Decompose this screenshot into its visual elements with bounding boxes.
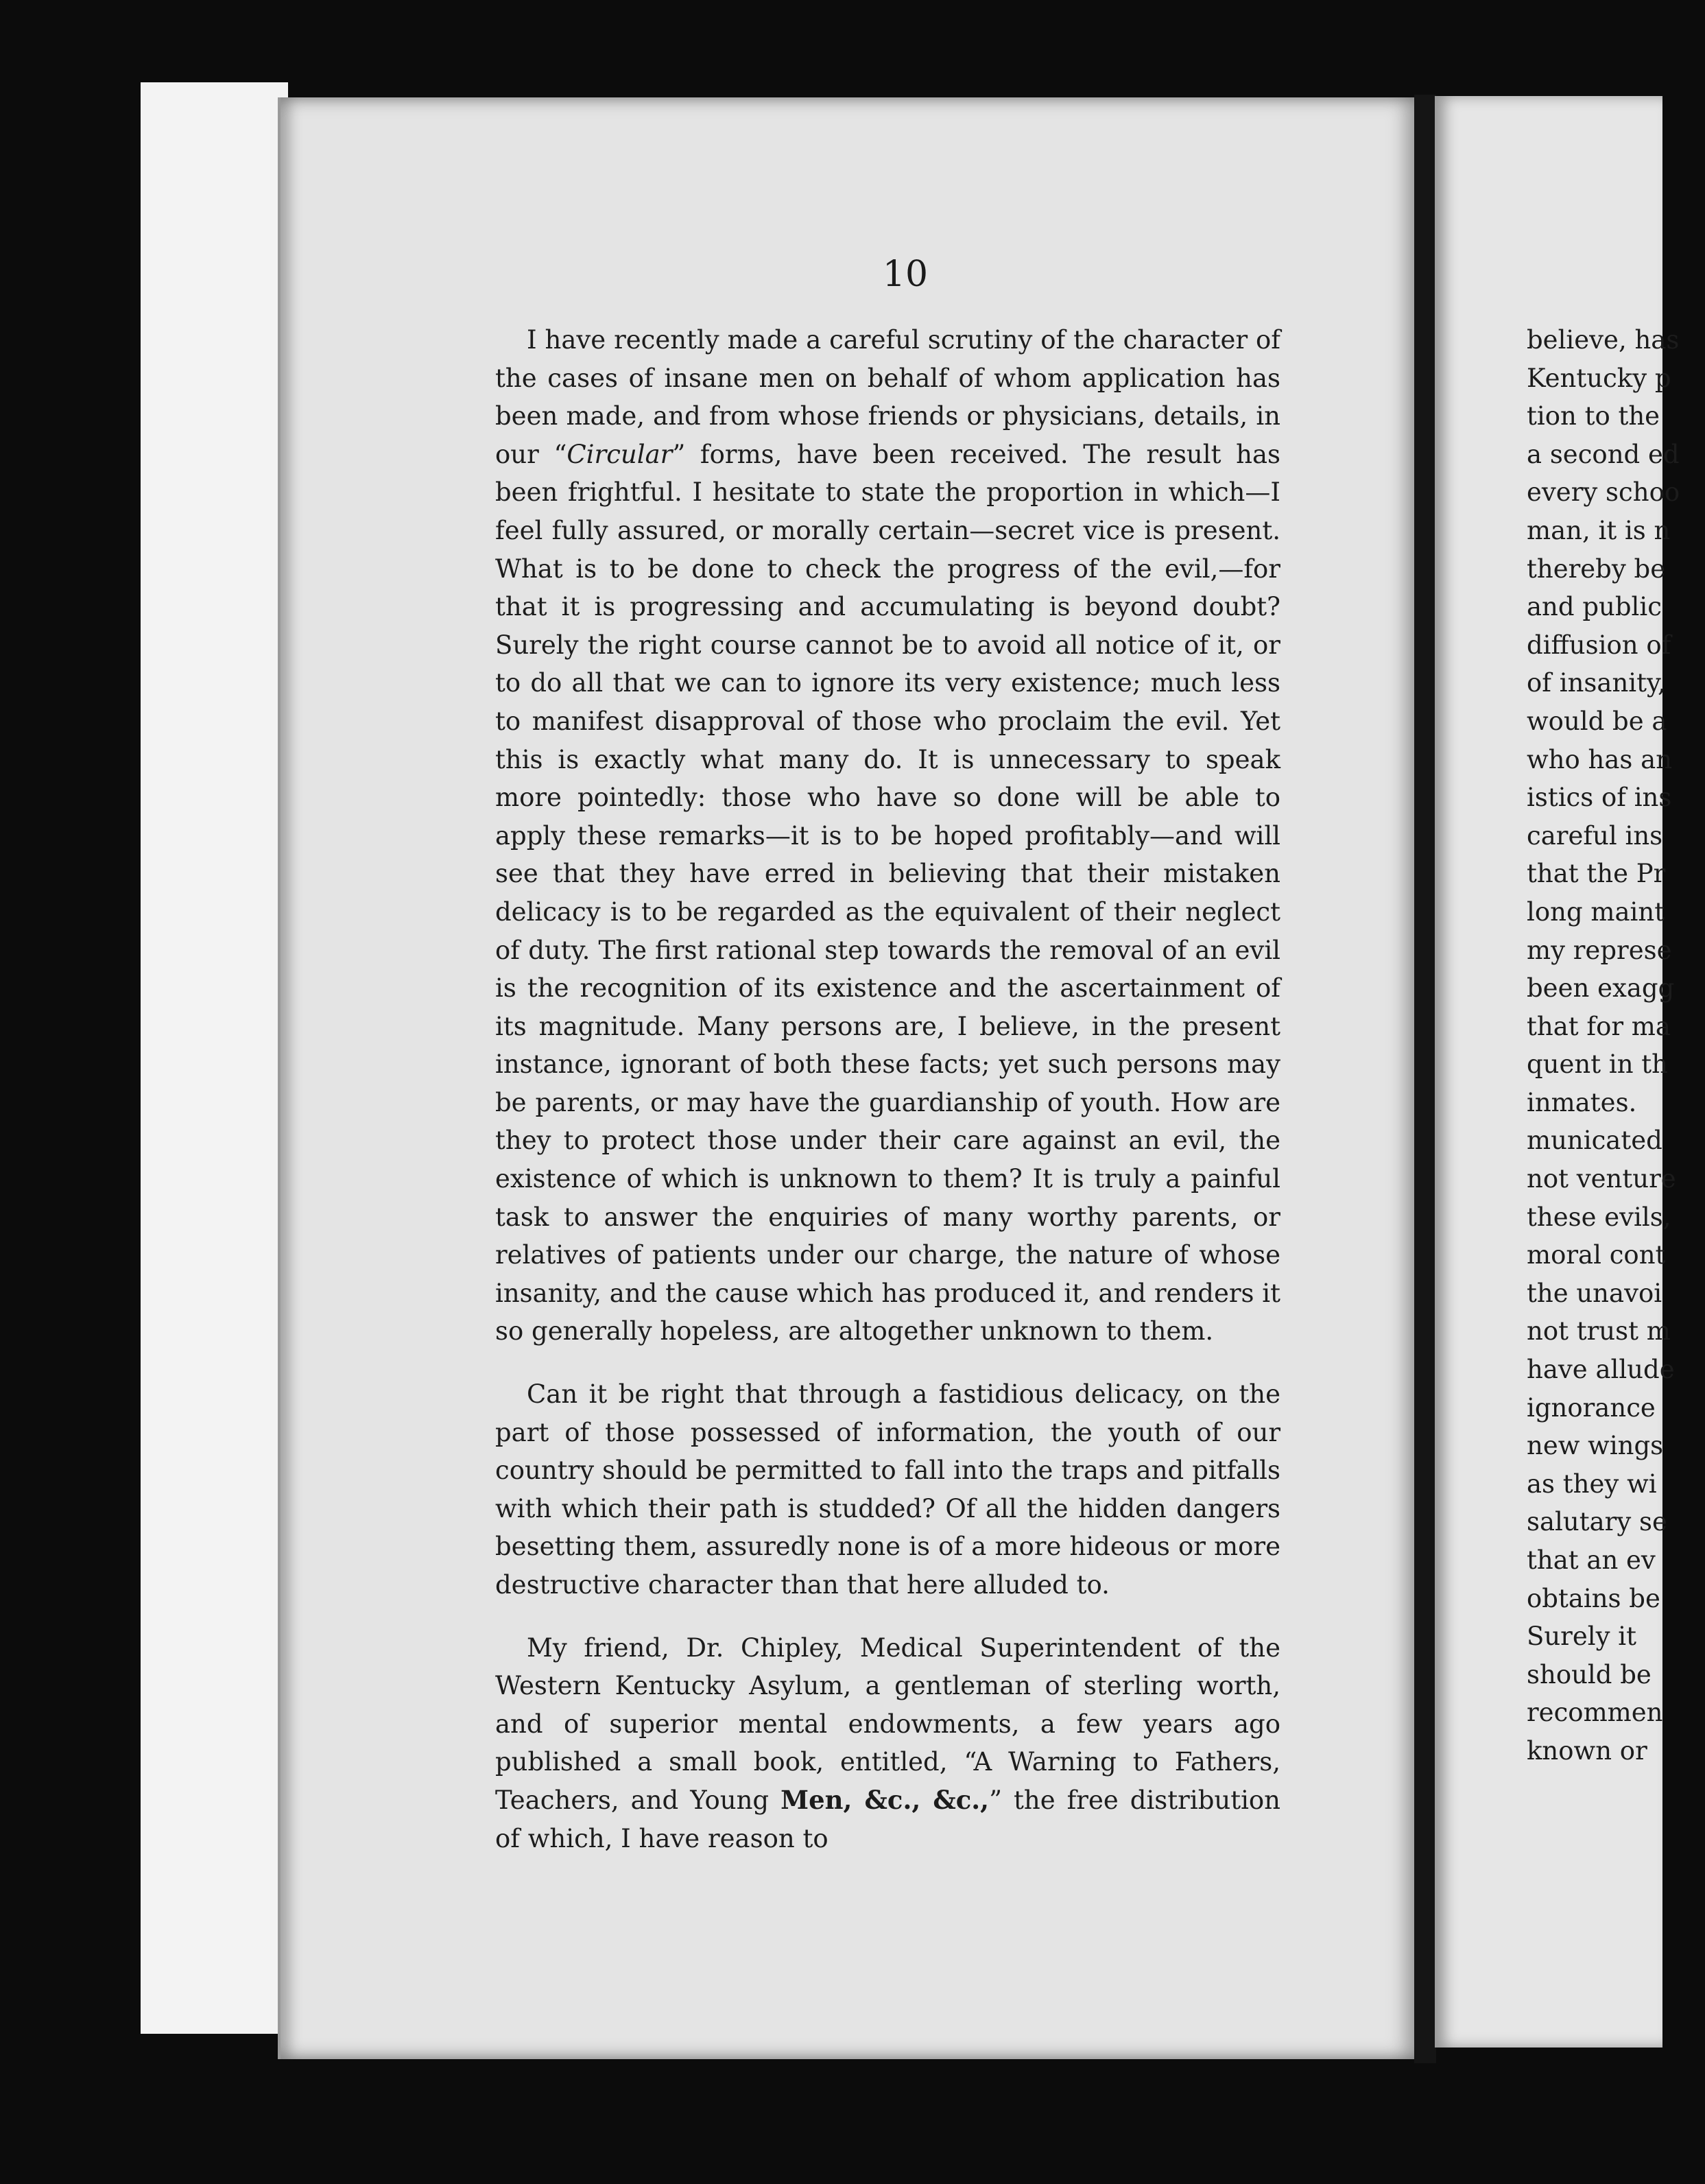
mount-backing (141, 82, 288, 2034)
facing-line: not trust m (1527, 1316, 1671, 1346)
facing-line: every schoo (1527, 477, 1680, 508)
facing-line: that the Pr (1527, 859, 1666, 889)
facing-line: as they wi (1527, 1469, 1657, 1499)
facing-line: a second ed (1527, 439, 1680, 469)
facing-line: these evils, (1527, 1202, 1671, 1232)
facing-line: of insanity, (1527, 668, 1666, 698)
facing-line: known or (1527, 1735, 1647, 1766)
facing-line: man, it is n (1527, 515, 1671, 545)
book-gutter (1414, 95, 1436, 2063)
facing-line: the unavoi (1527, 1278, 1662, 1308)
paragraph-1: I have recently made a careful scrutiny of the character of the cases of insane men on behalf of whom application has been made, and from whose friends or physicians, details, in our “Circular” forms, have been received. The result has been frightful. I hesitate to state the proportion in which—I feel fully assured, or morally certain—secret vice is present. What is to be done to check the progress of the evil,—for that it is progressing and accumulating is beyond doubt? Surely the right course cannot be to avoid all notice of it, or to do all that we can to ignore its very existence; much less to manifest disapproval of those who proclaim the evil. Yet this is exactly what many do. It is unnecessary to speak more pointedly: those who have so done will be able to apply these remarks—it is to be hoped profitably—and will see that they have erred in believing that their mistaken delicacy is to be regarded as the equivalent of their neglect of duty. The first rational step towards the removal of an evil is the recognition of its existence and the ascertainment of its magnitude. Many persons are, I believe, in the present instance, ignorant of both these facts; yet such persons may be parents, or may have the guardianship of youth. How are they to protect those under their care against an evil, the existence of which is unknown to them? It is truly a painful task to answer the enquiries of many worthy parents, or relatives of patients under our charge, the nature of whose insanity, and the cause which has produced it, and renders it so generally hopeless, are altogether unknown to them. (495, 325, 1280, 1346)
facing-line: Surely it (1527, 1622, 1636, 1652)
facing-line: should be (1527, 1659, 1652, 1689)
facing-line: not venture (1527, 1164, 1676, 1194)
facing-line: been exagg (1527, 973, 1675, 1004)
facing-line: who has an (1527, 744, 1673, 774)
facing-line: would be a (1527, 706, 1667, 736)
facing-line: inmates. (1527, 1087, 1637, 1117)
facing-line: my represe (1527, 935, 1672, 965)
page-body (495, 321, 1280, 1857)
facing-line: thereby be (1527, 554, 1666, 584)
facing-line: moral cont (1527, 1240, 1666, 1270)
facing-line: Kentucky p (1527, 363, 1671, 393)
facing-line: new wings (1527, 1431, 1664, 1461)
facing-line: obtains be (1527, 1583, 1660, 1613)
facing-line: that for ma (1527, 1011, 1671, 1041)
facing-page-text (1527, 321, 1705, 1770)
facing-line: ignorance (1527, 1392, 1656, 1423)
facing-line: diffusion of (1527, 630, 1671, 660)
facing-line: quent in th (1527, 1049, 1668, 1080)
page-number: 10 (882, 254, 929, 295)
facing-line: careful ins (1527, 820, 1663, 851)
facing-line: have allude (1527, 1355, 1675, 1385)
facing-line: istics of ins (1527, 783, 1672, 813)
paragraph-2: Can it be right that through a fastidious delicacy, on the part of those possessed of information, the youth of our country should be permitted to fall into the traps and pitfalls with which their path is studded? Of all the hidden dangers besetting them, assuredly none is of a more hideous or more destructive character than that here alluded to. (495, 1379, 1280, 1600)
facing-line: believe, has (1527, 325, 1680, 355)
facing-line: municated (1527, 1126, 1662, 1156)
facing-line: salutary se (1527, 1507, 1667, 1537)
facing-line: recommen (1527, 1698, 1663, 1728)
facing-line: that an ev (1527, 1545, 1656, 1575)
facing-line: long maint (1527, 897, 1665, 927)
facing-line: tion to the (1527, 401, 1660, 431)
facing-line: and public (1527, 592, 1662, 622)
paragraph-3: My friend, Dr. Chipley, Medical Superintendent of the Western Kentucky Asylum, a gentleman of sterling worth, and of superior mental endowments, a few years ago published a small book, entitled, “A Warning to Fathers, Teachers, and Young Men, &c., &c.,” the free distribution of which, I have reason to (495, 1633, 1281, 1853)
